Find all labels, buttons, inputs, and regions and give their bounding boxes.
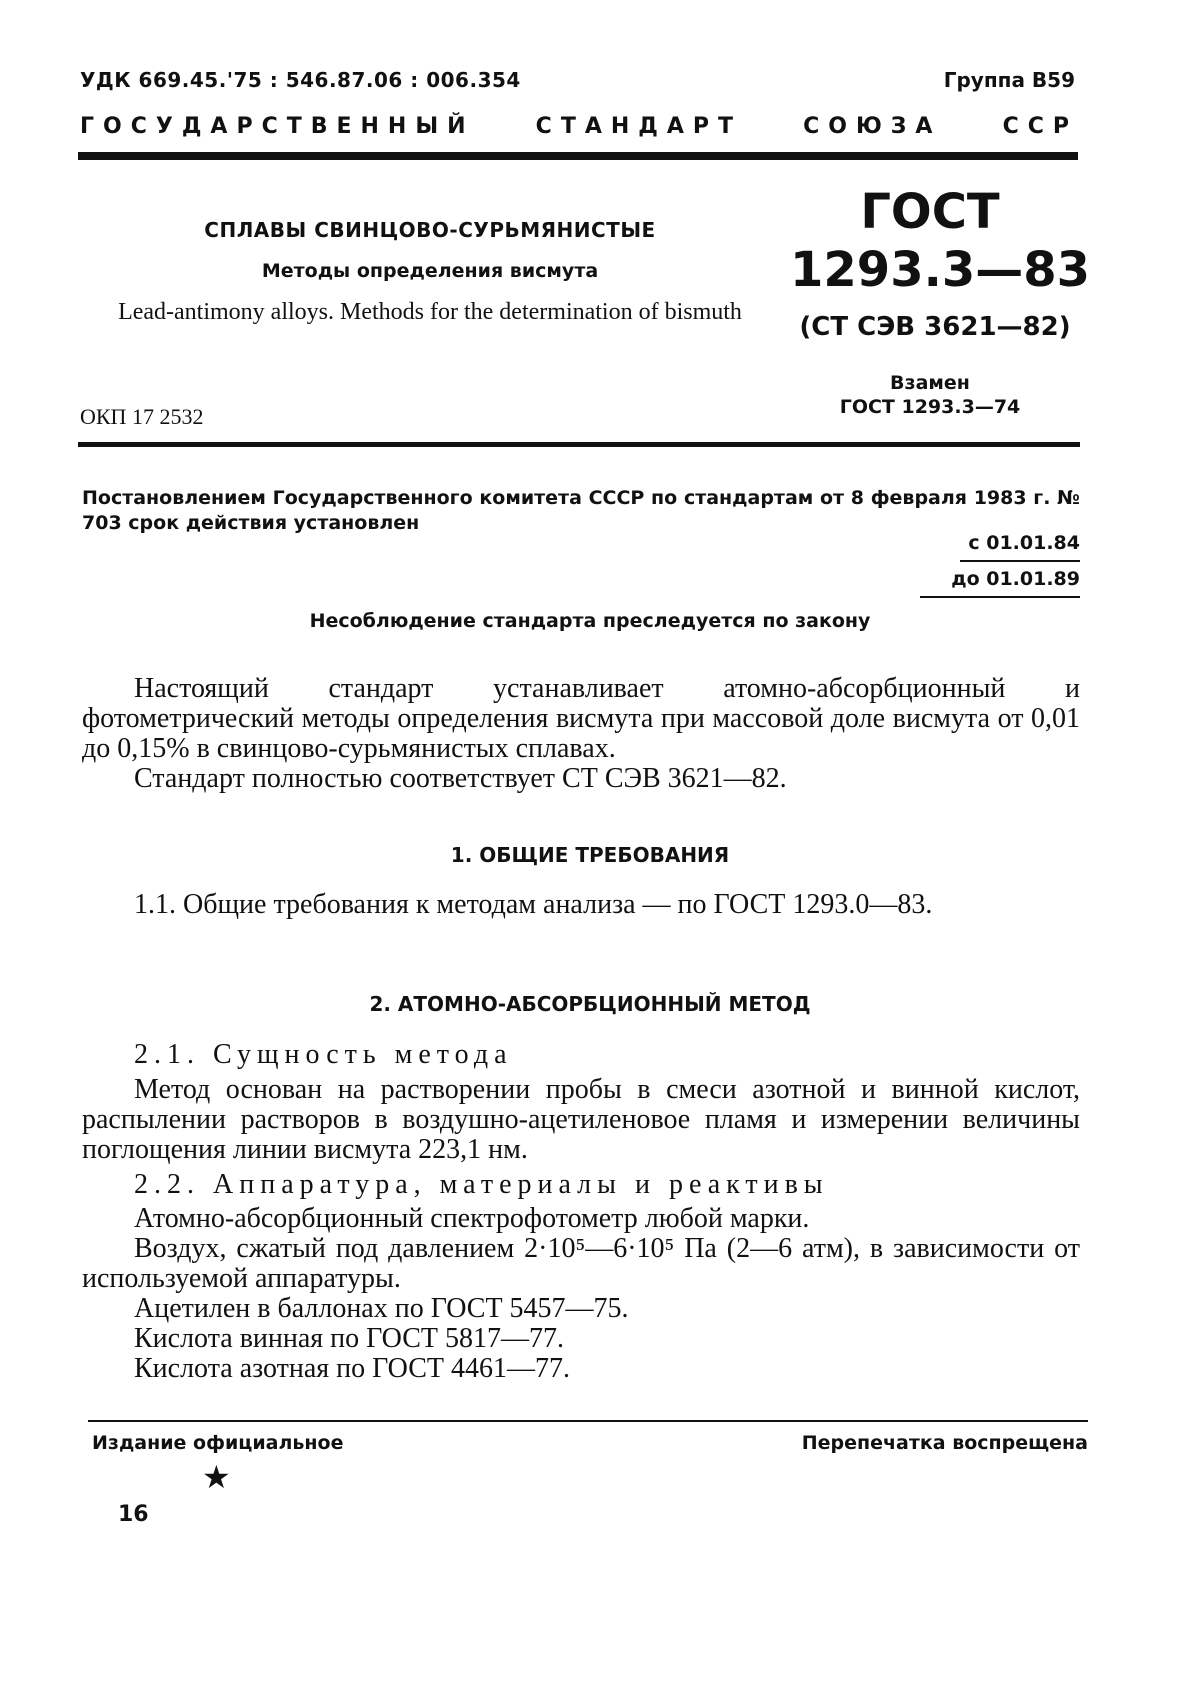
- udk-code: УДК 669.45.'75 : 546.87.06 : 006.354: [80, 68, 521, 92]
- banner-word: ССР: [1002, 114, 1078, 139]
- intro-paragraph: Настоящий стандарт устанавливает атомно-абсорбционный и фотометрический методы определения висмута при массовой доле висмута от 0,01 до 0,15% в свинцово-сурьмянистых сплавах.: [82, 673, 1080, 764]
- banner-word: СОЮЗА: [803, 114, 942, 139]
- legal-warning: Несоблюдение стандарта преследуется по закону: [309, 610, 871, 632]
- official-edition-label: Издание официальное: [92, 1432, 344, 1454]
- footer-divider: [88, 1420, 1088, 1422]
- clause-1-1: 1.1. Общие требования к методам анализа — по ГОСТ 1293.0—83.: [134, 889, 933, 920]
- reprint-prohibited-label: Перепечатка воспрещена: [801, 1432, 1088, 1454]
- reagent-item: Воздух, сжатый под давлением 2·10⁵—6·10⁵ Па (2—6 атм), в зависимости от используемой аппаратуры.: [82, 1233, 1080, 1294]
- gost-number: 1293.3—83: [790, 242, 1091, 298]
- title-divider: [78, 442, 1080, 447]
- section-1-heading: 1. ОБЩИЕ ТРЕБОВАНИЯ: [450, 843, 730, 867]
- replaces-gost: ГОСТ 1293.3—74: [839, 396, 1021, 418]
- okp-code: ОКП 17 2532: [80, 404, 204, 429]
- header-divider: [78, 152, 1078, 160]
- subtitle-russian: Методы определения висмута: [261, 260, 599, 282]
- group-code: Группа В59: [943, 68, 1075, 92]
- title-russian: СПЛАВЫ СВИНЦОВО-СУРЬМЯНИСТЫЕ: [204, 218, 656, 242]
- section-2-heading: 2. АТОМНО-АБСОРБЦИОННЫЙ МЕТОД: [369, 992, 811, 1016]
- clause-2-1-text: Метод основан на растворении пробы в смеси азотной и винной кислот, распылении растворов в воздушно-ацетиленовое пламя и измерении величины поглощения линии висмута 223,1 нм.: [82, 1074, 1080, 1165]
- effective-to: до 01.01.89: [951, 568, 1080, 590]
- reagent-item: Атомно-абсорбционный спектрофотометр любой марки.: [134, 1203, 810, 1234]
- effective-from: с 01.01.84: [968, 532, 1080, 554]
- reagent-item: Кислота винная по ГОСТ 5817—77.: [134, 1323, 564, 1354]
- gost-label: ГОСТ: [860, 184, 1000, 240]
- banner-word: ГОСУДАРСТВЕННЫЙ: [80, 114, 475, 139]
- page-number: 16: [118, 1502, 149, 1527]
- date-underline: [960, 560, 1080, 562]
- replaces-label: Взамен: [890, 372, 970, 394]
- intro-compliance: Стандарт полностью соответствует СТ СЭВ 3621—82.: [134, 763, 787, 794]
- reagent-item: Ацетилен в баллонах по ГОСТ 5457—75.: [134, 1293, 629, 1324]
- st-sev-number: (СТ СЭВ 3621—82): [799, 312, 1071, 342]
- reagent-item: Кислота азотная по ГОСТ 4461—77.: [134, 1353, 570, 1384]
- date-underline: [920, 596, 1080, 598]
- decree-text: Постановлением Государственного комитета СССР по стандартам от 8 февраля 1983 г. № 703 срок действия установлен: [82, 487, 1080, 534]
- state-standard-banner: [80, 114, 1078, 139]
- banner-word: СТАНДАРТ: [535, 114, 743, 139]
- title-english: Lead-antimony alloys. Methods for the determination of bismuth: [118, 299, 742, 325]
- star-icon: ★: [202, 1459, 231, 1495]
- clause-2-1-title: 2.1. Сущность метода: [134, 1039, 513, 1070]
- clause-2-2-title: 2.2. Аппаратура, материалы и реактивы: [134, 1169, 829, 1200]
